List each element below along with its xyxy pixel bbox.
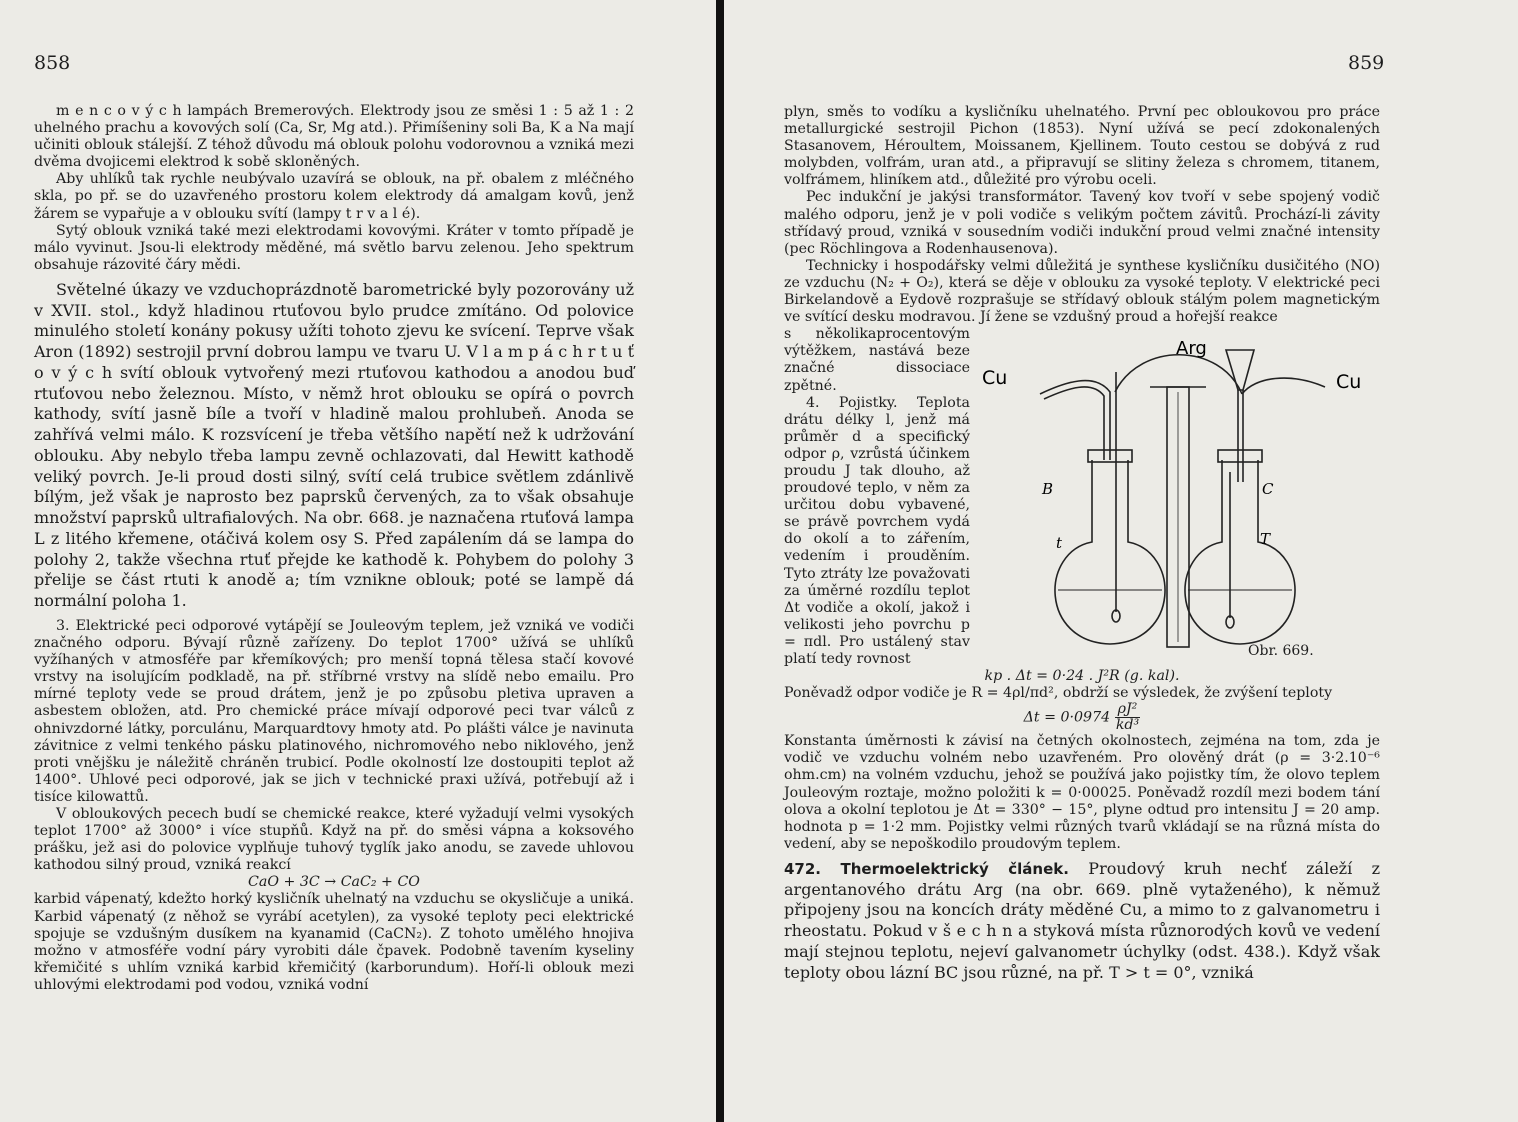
label-arg: Arg (1176, 338, 1207, 360)
paragraph: Poněvadž odpor vodiče je R = 4ρl/πd², obdrží se výsledek, že zvýšení teploty (784, 685, 1333, 702)
paragraph: 4. Pojistky. Teplota drátu délky l, jenž má průměr d a specifický odpor ρ, vzrůstá účinkem proudu J tak dlouho, až proudové teplo, v něm za určitou dobu vybavené, se právě povrchem vydá do okolí a to zářením, vedením i prouděním. Tyto ztráty lze považovati za úměrné rozdílu teplot Δt vodiče a okolí, jakož i velikosti jeho povrchu p = πdl. Pro ustálený stav platí tedy rovnost (784, 394, 970, 667)
book-gutter (716, 0, 724, 1122)
section-text: Proudový kruh nechť záleží z argentanového drátu Arg (na obr. 669. plně vytaženého), k němuž připojeny jsou na koncích dráty měděné Cu, a mimo to z galvanometru i rheostatu. Pokud v š e c h n a styková místa různorodých kovů ve vedení mají stejnou teplotu, nejeví galvanometr úchylky (odst. 438.). Když však teploty obou lázní BC jsou různé, na př. T > t = 0°, vzniká (784, 858, 1380, 982)
paragraph: V obloukových pecech budí se chemické reakce, které vyžadují velmi vysokých teplot 1700° až 3000° i více stupňů. Když na př. do směsi vápna a koksového prášku, jež asi do polovice vyplňuje tuhový tyglík jako anodu, se zavede uhlovou kathodou silný proud, vzniká reakcí (34, 805, 634, 874)
paragraph: Pec indukční je jakýsi transformátor. Tavený kov tvoří v sebe spojený vodič malého odporu, jenž je v poli vodiče s velikým počtem závitů. Prochází-li závity střídavý proud, vzniká v sousedním vodiči indukční proud velmi značné intensity (pec Röchlingova a Rodenhausenova). (784, 189, 1380, 257)
paragraph: m e n c o v ý c h lampách Bremerových. Elektrody jsou ze směsi 1 : 5 až 1 : 2 uhelného prachu a kovových solí (Ca, Sr, Mg atd.). Přimíšeniny soli Ba, K a Na mají učiniti oblouk stálejší. Z téhož důvodu má oblouk polohu vodorovnou a vzniká mezi dvěma dvojicemi elektrod k sobě skloněných. (34, 103, 634, 171)
figure-caption: Obr. 669. (1248, 643, 1314, 660)
paragraph: Aby uhlíků tak rychle neubývalo uzavírá se oblouk, na př. obalem z mléčného skla, po př. se do uzavřeného prostoru kolem elektrody dá amalgam kovů, jenž žárem se vypařuje a v oblouku svítí (lampy t r v a l é). (34, 171, 634, 222)
paragraph: Konstanta úměrnosti k závisí na četných okolnostech, zejména na tom, zda je vodič ve vzduchu volném nebo uzavřeném. Pro olověný drát (ρ = 3·2.10⁻⁶ ohm.cm) na volném vzduchu, jehož se používá jako pojistky tím, že olovo teplem Jouleovým roztaje, možno položiti k = 0·00025. Poněvadž rozdíl mezi bodem tání olova a okolní teplotou je Δt = 330° − 15°, plyne odtud pro intensitu J = 20 amp. hodnota p = 1·2 mm. Pojistky velmi různých tvarů vkládají se na různá místa do vedení, aby se nepoškodilo proudovým teplem. (784, 733, 1380, 852)
right-page (724, 0, 1518, 1122)
left-page (0, 0, 716, 1122)
paragraph: Sytý oblouk vzniká také mezi elektrodami kovovými. Kráter v tomto případě je málo vyvinut. Jsou-li elektrody měděné, má světlo barvu zelenou. Jeho spektrum obsahuje rázovité čáry mědi. (34, 222, 634, 273)
right-text-column (784, 104, 1380, 983)
label-b: B (1042, 480, 1054, 499)
page-number: 858 (34, 52, 71, 74)
figure-669 (980, 332, 1390, 660)
fraction (1115, 702, 1141, 733)
paragraph: s několikaprocentovým výtěžkem, nastává beze značné dissociace zpětné. (784, 326, 970, 394)
label-t-small: t (1056, 534, 1063, 553)
numerator: ρJ² (1115, 702, 1141, 718)
paragraph: karbid vápenatý, kdežto horký kysličník uhelnatý na vzduchu se okysličuje a uniká. Karbid vápenatý (z něhož se vyrábí acetylen), za vysoké teploty peci elektrické spojuje se vzdušným dusíkem na kyanamid (CaCN₂). Z tohoto umělého hnojiva možno v atmosféře vodní páry vyrobiti dále čpavek. Podobně tavením kyseliny křemičité s uhlím vzniká karbid křemičitý (karborundum). Hoří-li oblouk mezi uhlovými elektrodami pod vodou, vzniká vodní (34, 891, 634, 993)
section-heading: 472. Thermoelektrický článek. (784, 859, 1069, 878)
thermocouple-diagram (980, 332, 1390, 660)
paragraph: Technicky i hospodářsky velmi důležitá je synthese kysličníku dusičitého (NO) ze vzduchu (N₂ + O₂), která se děje v oblouku za vysoké teploty. V elektrické peci Birkelandově a Eydově rozprašuje se střídavý oblouk stálým polem magnetickým ve svítící desku modravou. Jí žene se vzdušný proud a hořejší reakce (784, 257, 1380, 326)
equation: CaO + 3C → CaC₂ + CO (248, 874, 420, 891)
label-t-big: T (1260, 530, 1271, 549)
label-cu-right: Cu (1336, 371, 1362, 394)
page-number: 859 (1348, 52, 1385, 74)
label-c: C (1262, 480, 1274, 499)
paragraph: Světelné úkazy ve vzduchoprázdnotě barometrické byly pozorovány už v XVII. stol., když hladinou rtuťovou bylo prudce zmítáno. Od polovice minulého století konány pokusy užíti tohoto zjevu ke svícení. Teprve však Aron (1892) sestrojil první dobrou lampu ve tvaru U. V l a m p á c h r t u ť o v ý c h svítí oblouk vytvořený mezi rtuťovou kathodou a anodou buď rtuťovou nebo železnou. Místo, v němž hrot oblouku se opírá o povrch kathody, svítí jasně bíle a tvoří v hladině malou prohlubeň. Anoda se zahřívá velmi málo. K rozsvícení je třeba většího napětí než k udržování oblouku. Aby nebylo třeba lampu zevně ochlazovati, dal Hewitt kathodě veliký povrch. Je-li proud dosti silný, svítí celá trubice světlem zdánlivě bílým, jež však je naprosto bez paprsků červených, za to však obsahuje množství paprsků ultrafialových. Na obr. 668. je naznačena rtuťová lampa L z litého křemene, otáčivá kolem osy S. Před zapálením dá se lampa do polohy 2, takže všechna rtuť přejde ke kathodě k. Pohybem do polohy 3 přelije se část rtuti k anodě a; tím vznikne oblouk; poté se lampě dá normální poloha 1. (34, 279, 634, 611)
label-cu-left: Cu (982, 367, 1008, 390)
eq-lhs: Δt = 0·0974 (1023, 709, 1111, 726)
section-paragraph (784, 859, 1380, 984)
equation-fraction (784, 702, 1380, 733)
equation: kp . Δt = 0·24 . J²R (g. kal). (984, 668, 1180, 685)
paragraph: 3. Elektrické peci odporové vytápějí se Jouleovým teplem, jež vzniká ve vodiči značného odporu. Bývají různě zařízeny. Do teplot 1700° užívá se uhlíků vyžíhaných v atmosféře par křemíkových; pro menší topná tělesa stačí kovové vrstvy na isolujícím podkladě, na př. stříbrné vrstvy na slídě nebo emailu. Pro mírné teploty vede se proud drátem, jenž je po způsobu pletiva upraven a asbestem obložen, atd. Pro chemické práce mívají odporové peci tvar válců z ohnivzdorné látky, porculánu, Marquardtovy hmoty atd. Po plášti válce je navinuta závitnice z velmi tenkého pásku platinového, nichromového nebo niklového, jenž proti vnějšku je náležitě chráněn trubicí. Podle okolností lze dostoupiti teplot až 1400°. Uhlové peci odporové, jak se jich v technické praxi užívá, potřebují až i tisíce kilowattů. (34, 617, 634, 805)
left-text-column (34, 103, 634, 994)
denominator: kd³ (1115, 717, 1140, 734)
paragraph: plyn, směs to vodíku a kysličníku uhelnatého. První pec obloukovou pro práce metallurgické sestrojil Pichon (1853). Nyní užívá se pecí zdokonalených Stasanovem, Héroultem, Moissanem, Kjellinem. Touto cestou se dobývá z rud molybden, volfrám, uran atd., a připravují se slitiny železa s chromem, titanem, volfrámem, hliníkem atd., důležité pro výrobu oceli. (784, 104, 1380, 189)
